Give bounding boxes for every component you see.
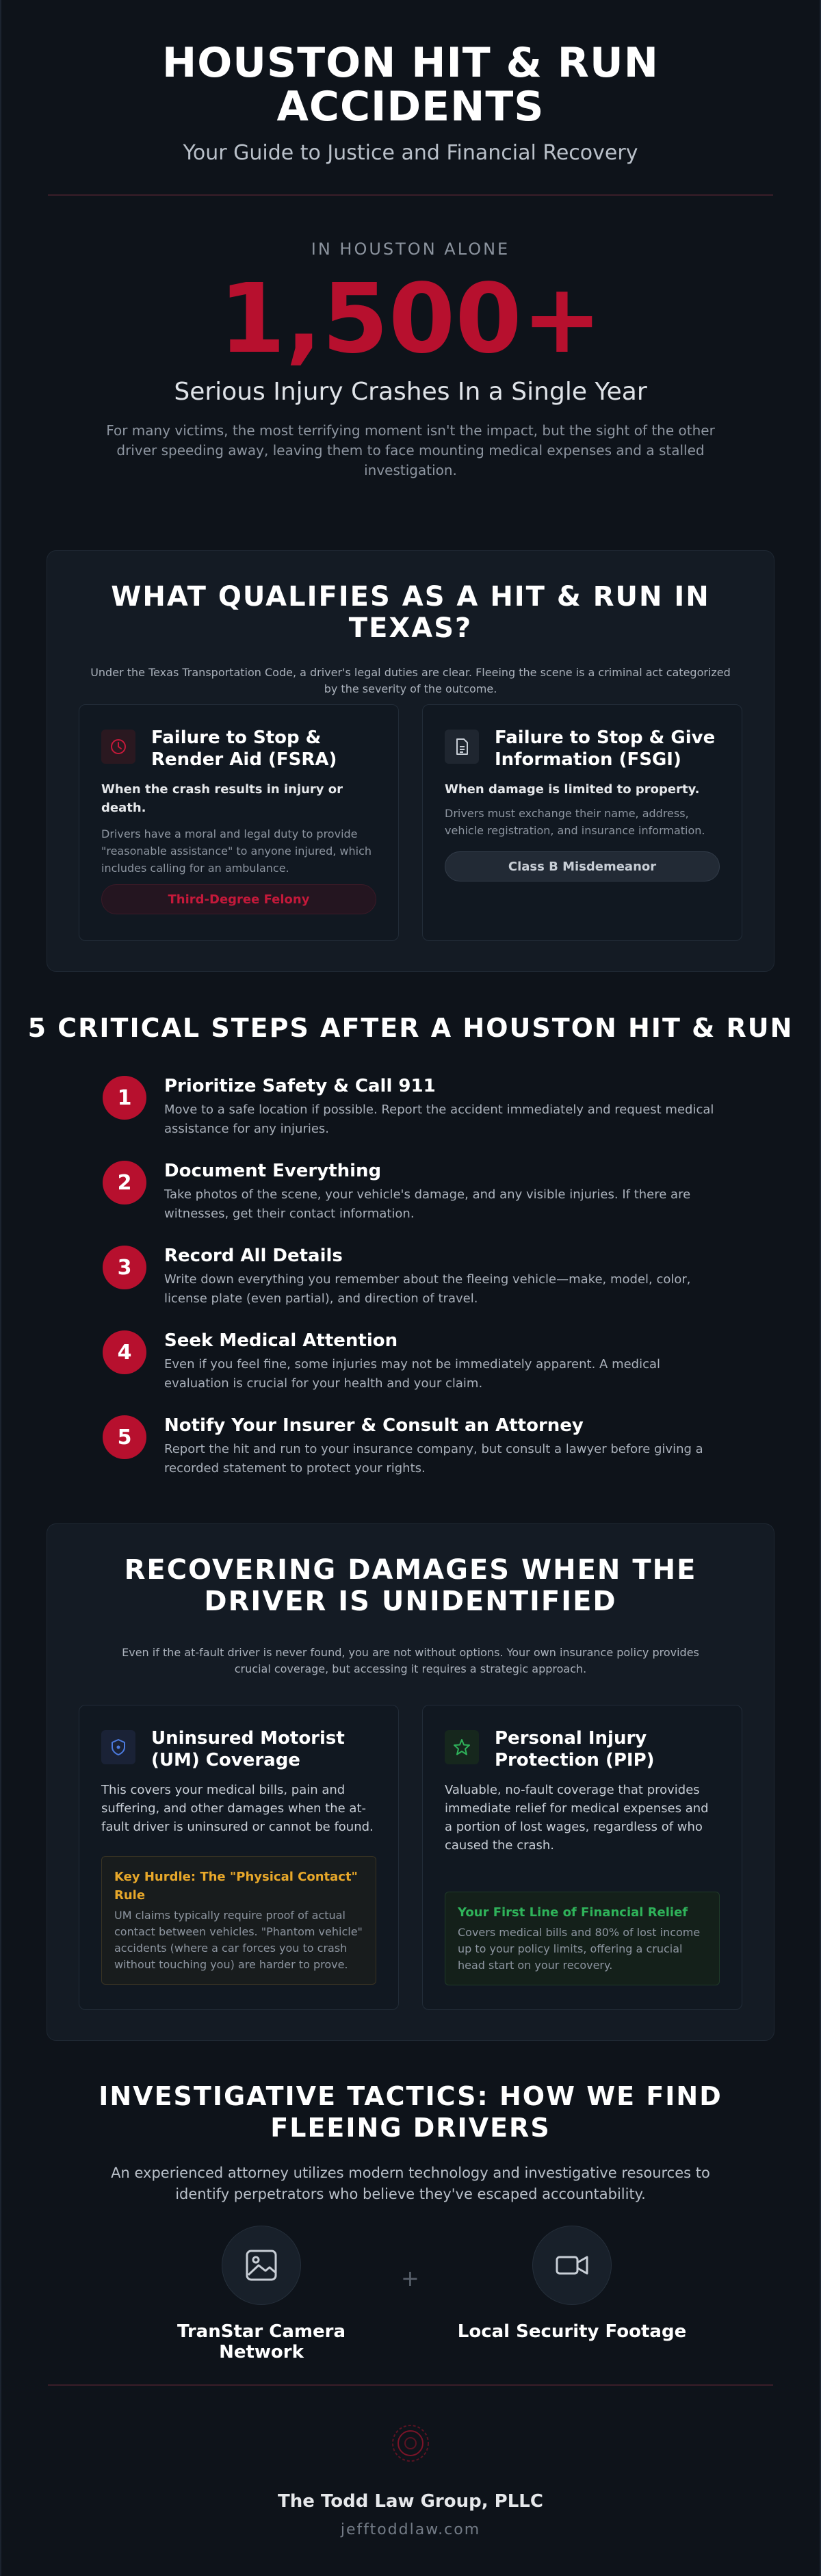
firm-name: The Todd Law Group, PLLC bbox=[278, 2491, 543, 2512]
stat-caption: Serious Injury Crashes In a Single Year bbox=[174, 378, 647, 406]
step-description: Take photos of the scene, your vehicle's damage, and any visible injuries. If there are witnesses, get their contact information. bbox=[164, 1187, 691, 1221]
step-description: Report the hit and run to your insurance company, but consult a lawyer before giving a recorded statement to protect your rights. bbox=[164, 1442, 703, 1476]
tactic-transtar bbox=[138, 2226, 385, 2362]
pip-coverage-card bbox=[422, 1705, 742, 2010]
note-title: Your First Line of Financial Relief bbox=[458, 1905, 688, 1920]
step-number: 1 bbox=[103, 1076, 146, 1120]
firm-website-link[interactable]: jefftoddlaw.com bbox=[340, 2521, 481, 2538]
qualifies-panel bbox=[47, 550, 774, 972]
fsra-text: Drivers have a moral and legal duty to provide "reasonable assistance" to anyone injured, which includes calling for an ambulance. bbox=[101, 827, 372, 875]
tactics-title: INVESTIGATIVE TACTICS: HOW WE FIND FLEEING DRIVERS bbox=[99, 2081, 722, 2143]
shield-icon bbox=[101, 1730, 135, 1764]
qualifies-title: WHAT QUALIFIES AS A HIT & RUN IN TEXAS? bbox=[111, 581, 710, 644]
um-text: This covers your medical bills, pain and suffering, and other damages when the at-fault driver is uninsured or cannot be found. bbox=[101, 1783, 374, 1834]
step-title: Notify Your Insurer & Consult an Attorney bbox=[164, 1415, 584, 1436]
step-description: Even if you feel fine, some injuries may not be immediately apparent. A medical evaluation is crucial for your health and your claim. bbox=[164, 1357, 661, 1391]
page-title: HOUSTON HIT & RUN ACCIDENTS bbox=[162, 39, 659, 131]
plus-separator: + bbox=[401, 2265, 419, 2291]
um-coverage-card bbox=[79, 1705, 399, 2010]
page-subtitle: Your Guide to Justice and Financial Recovery bbox=[183, 141, 638, 165]
step-number: 5 bbox=[103, 1415, 146, 1459]
stat-description: For many victims, the most terrifying moment isn't the impact, but the sight of the other driver speeding away, leaving them to face mounting medical expenses and a stalled investigation. bbox=[106, 422, 715, 478]
page-header bbox=[0, 41, 821, 165]
stat-section bbox=[0, 240, 821, 480]
step-number: 4 bbox=[103, 1330, 146, 1374]
note-text: Covers medical bills and 80% of lost income up to your policy limits, offering a crucial head start on your recovery. bbox=[458, 1926, 701, 1972]
fsgi-text: Drivers must exchange their name, address, vehicle registration, and insurance information. bbox=[445, 807, 705, 837]
tactics-section bbox=[0, 2081, 821, 2205]
step-title: Record All Details bbox=[164, 1246, 343, 1266]
step-description: Move to a safe location if possible. Report the accident immediately and request medical assistance for any injuries. bbox=[164, 1103, 714, 1136]
step-number: 3 bbox=[103, 1246, 146, 1289]
step-title: Seek Medical Attention bbox=[164, 1330, 398, 1351]
financial-relief-note bbox=[445, 1892, 720, 1985]
um-title: Uninsured Motorist (UM) Coverage bbox=[151, 1728, 345, 1770]
star-icon bbox=[445, 1730, 479, 1764]
note-title: Key Hurdle: The "Physical Contact" Rule bbox=[114, 1870, 358, 1903]
tactics-lead: An experienced attorney utilizes modern technology and investigative resources to identify perpetrators who believe they've escaped accountability. bbox=[111, 2165, 710, 2202]
physical-contact-note bbox=[101, 1856, 376, 1985]
fsra-card bbox=[79, 704, 399, 941]
pip-title: Personal Injury Protection (PIP) bbox=[495, 1728, 655, 1770]
step-title: Prioritize Safety & Call 911 bbox=[164, 1076, 436, 1096]
steps-title: 5 CRITICAL STEPS AFTER A HOUSTON HIT & RUN bbox=[27, 1013, 794, 1043]
tactic-label: TranStar Camera Network bbox=[177, 2321, 346, 2362]
footer bbox=[0, 2423, 821, 2538]
misdemeanor-badge: Class B Misdemeanor bbox=[445, 851, 720, 881]
firm-logo bbox=[390, 2423, 431, 2464]
tactic-security-footage bbox=[449, 2226, 695, 2342]
document-icon bbox=[445, 730, 479, 764]
video-camera-icon bbox=[532, 2226, 612, 2305]
divider bbox=[48, 194, 773, 196]
siren-icon bbox=[101, 730, 135, 764]
divider bbox=[48, 2384, 773, 2386]
stat-number: 1,500+ bbox=[218, 263, 603, 375]
fsra-condition: When the crash results in injury or death. bbox=[101, 782, 343, 815]
step-description: Write down everything you remember about the fleeing vehicle—make, model, color, license plate (even partial), and direction of travel. bbox=[164, 1272, 691, 1306]
felony-badge: Third-Degree Felony bbox=[101, 884, 376, 914]
recovering-title: RECOVERING DAMAGES WHEN THE DRIVER IS UNIDENTIFIED bbox=[124, 1554, 697, 1617]
tactic-label: Local Security Footage bbox=[457, 2321, 687, 2342]
fsgi-condition: When damage is limited to property. bbox=[445, 782, 700, 797]
stat-eyebrow: IN HOUSTON ALONE bbox=[311, 240, 510, 259]
qualifies-lead: Under the Texas Transportation Code, a driver's legal duties are clear. Fleeing the scene is a criminal act categorized by the severity of the outcome. bbox=[90, 666, 731, 695]
fsgi-title: Failure to Stop & Give Information (FSGI) bbox=[495, 727, 716, 770]
note-text: UM claims typically require proof of actual contact between vehicles. "Phantom vehicle" accidents (where a car forces you to crash without touching you) are harder to prove. bbox=[114, 1909, 363, 1971]
step-title: Document Everything bbox=[164, 1161, 382, 1181]
fsgi-card bbox=[422, 704, 742, 941]
image-icon bbox=[222, 2226, 301, 2305]
recovering-panel bbox=[47, 1523, 774, 2041]
step-number: 2 bbox=[103, 1161, 146, 1205]
recovering-lead: Even if the at-fault driver is never found, you are not without options. Your own insurance policy provides crucial coverage, but accessing it requires a strategic approach. bbox=[122, 1646, 699, 1675]
fsra-title: Failure to Stop & Render Aid (FSRA) bbox=[151, 727, 337, 770]
pip-text: Valuable, no-fault coverage that provides immediate relief for medical expenses and a portion of lost wages, regardless of who caused the crash. bbox=[445, 1783, 709, 1853]
